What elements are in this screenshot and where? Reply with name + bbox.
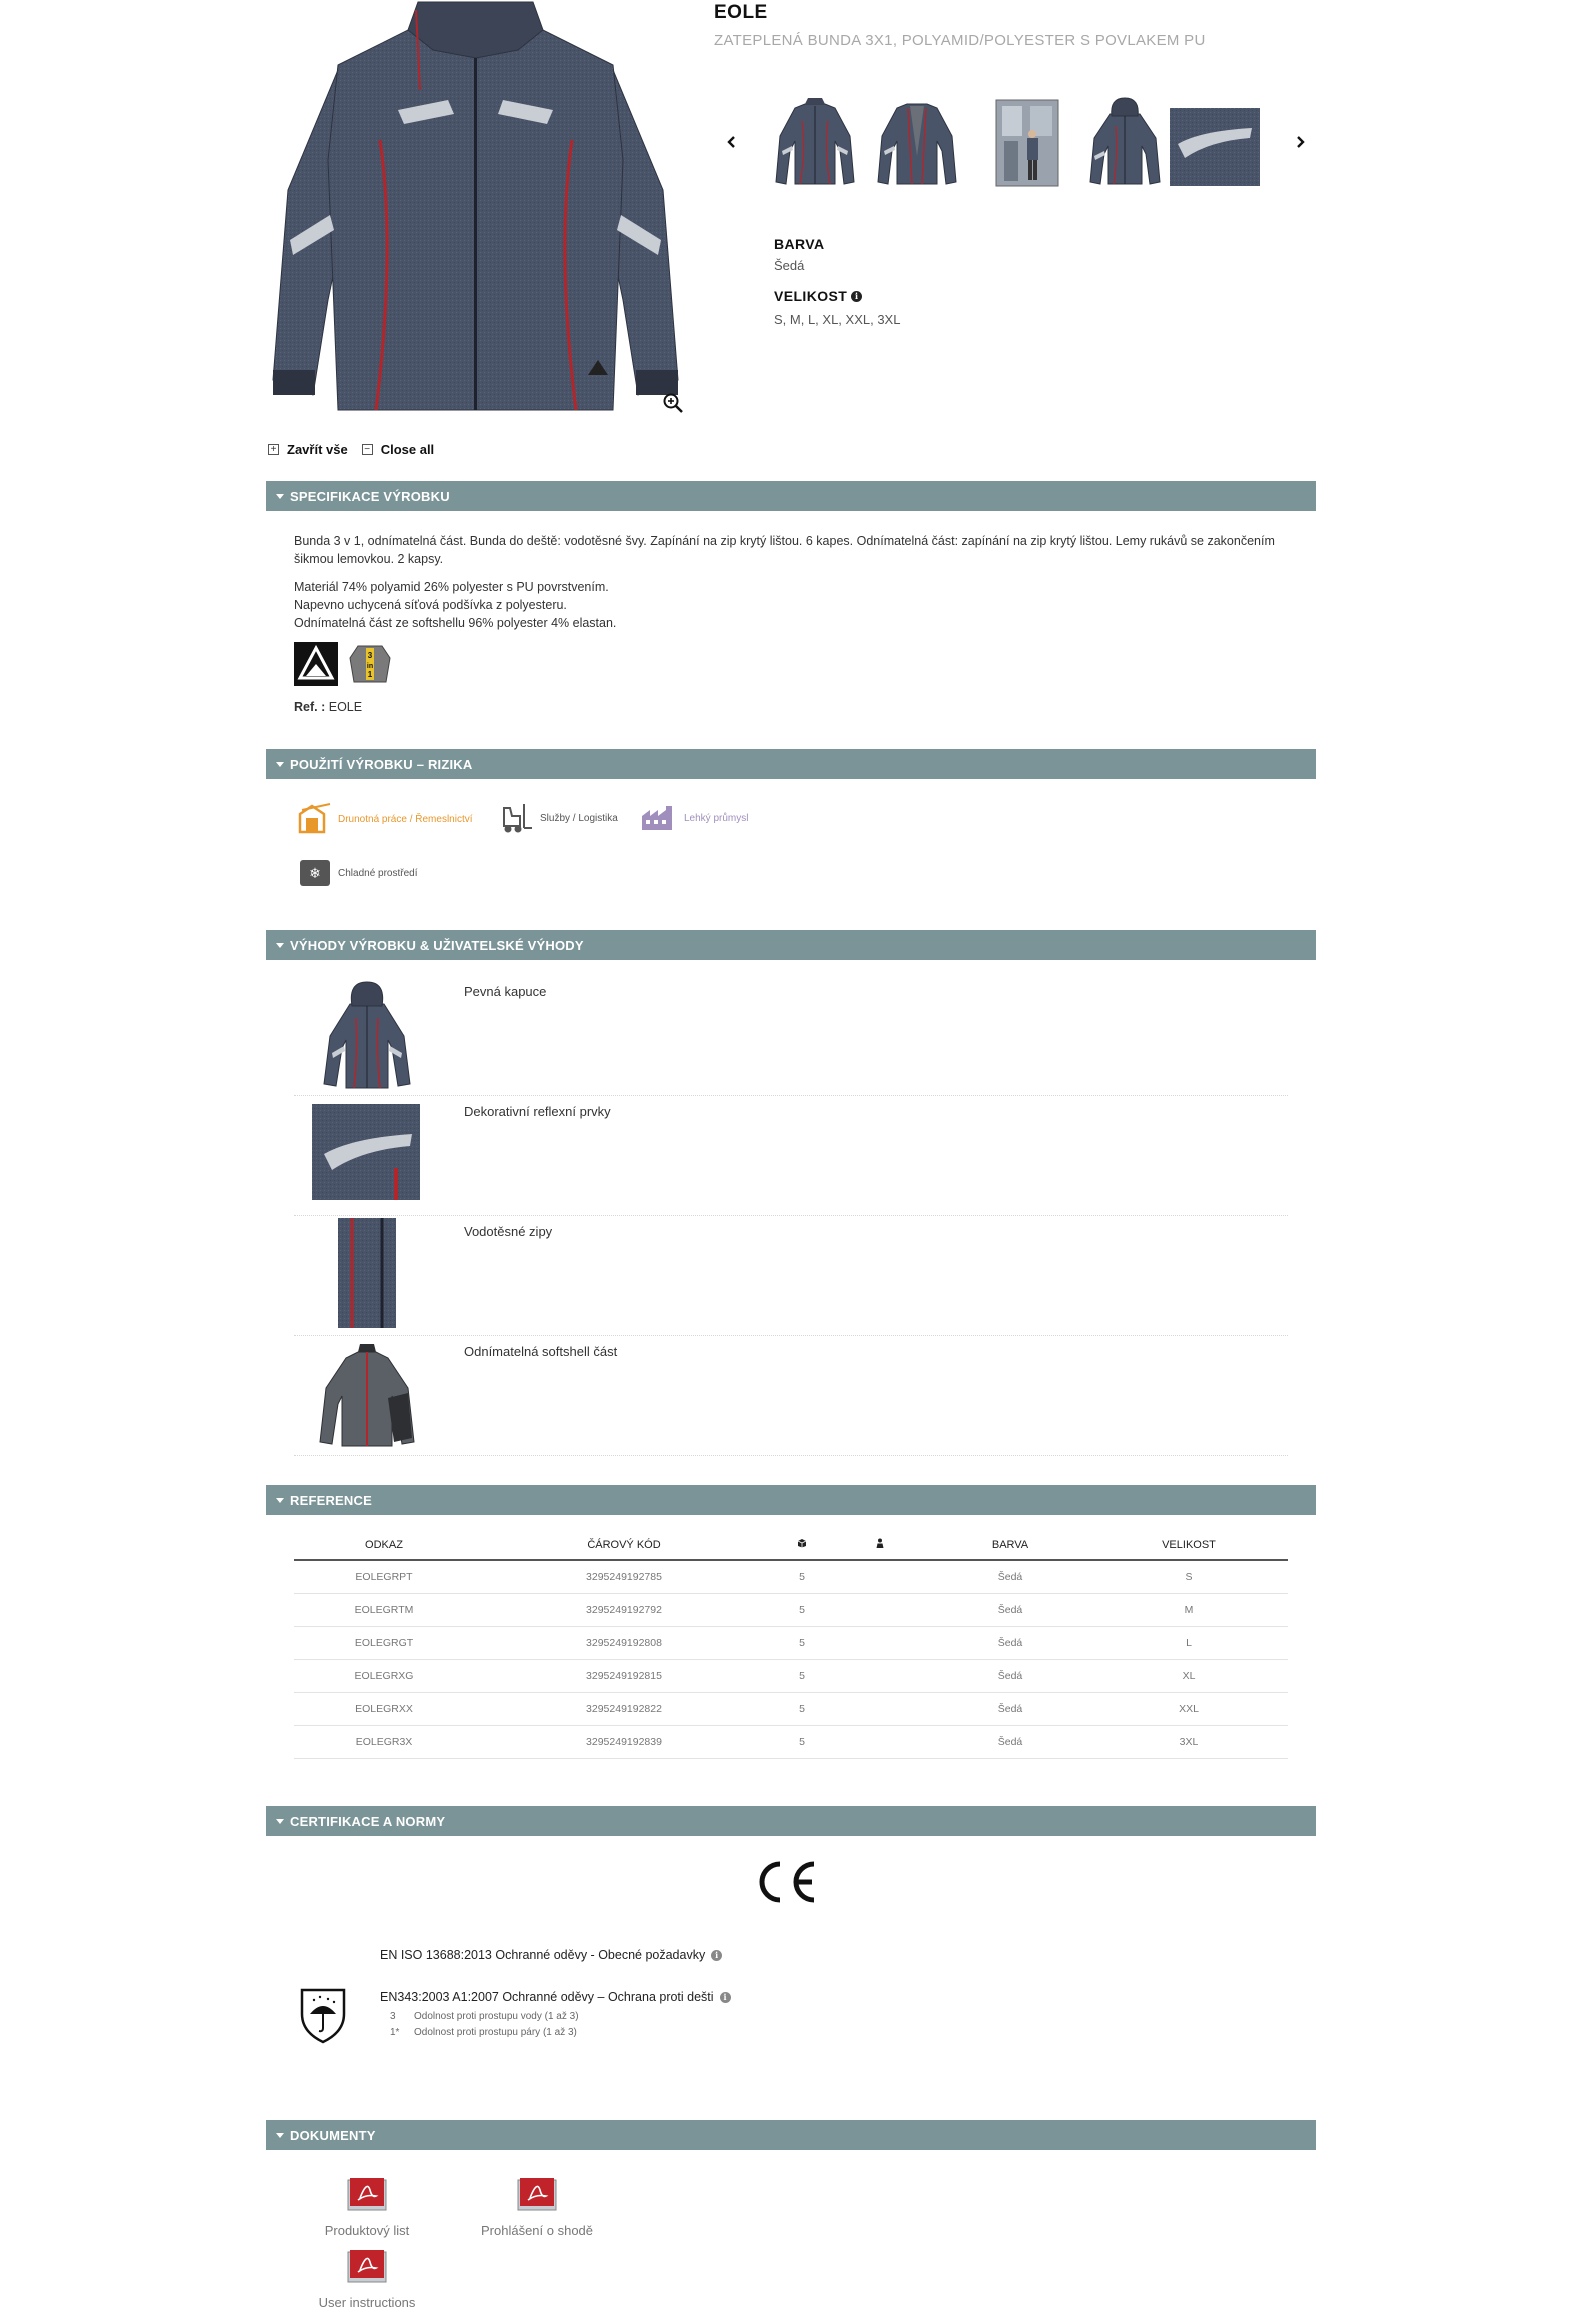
- section-header-advantages[interactable]: [266, 930, 1316, 960]
- col-header-color: BARVA: [930, 1530, 1090, 1560]
- color-label: BARVA: [774, 236, 825, 252]
- spec-material-1: Materiál 74% polyamid 26% polyester s PU povrstvením.: [294, 580, 609, 594]
- advantage-row: [294, 1216, 1288, 1336]
- forklift-icon: [498, 802, 534, 834]
- size-label: VELIKOST: [774, 288, 848, 304]
- pdf-icon: [346, 2248, 388, 2284]
- info-icon[interactable]: i: [720, 1992, 731, 2003]
- cell-color: Šedá: [930, 1593, 1090, 1626]
- product-main-image[interactable]: [268, 0, 683, 420]
- advantage-row: [294, 1096, 1288, 1216]
- document-user-instructions[interactable]: [292, 2248, 442, 2310]
- col-header-person: [830, 1530, 930, 1560]
- size-value: S, M, L, XL, XXL, 3XL: [774, 312, 901, 327]
- pdf-icon: [346, 2176, 388, 2212]
- section-title: POUŽITÍ VÝROBKU – RIZIKA: [290, 756, 473, 772]
- cell-size: XXL: [1090, 1692, 1288, 1725]
- svg-text:3: 3: [367, 651, 373, 660]
- cell-barcode: 3295249192822: [474, 1692, 774, 1725]
- cell-barcode: 3295249192792: [474, 1593, 774, 1626]
- cell-person: [830, 1725, 930, 1758]
- cell-box-qty: 5: [774, 1725, 830, 1758]
- svg-text:1: 1: [367, 670, 373, 679]
- rain-protection-shield-icon: [298, 1986, 348, 2044]
- cell-color: Šedá: [930, 1560, 1090, 1593]
- caret-down-icon: [276, 1819, 284, 1824]
- cell-size: L: [1090, 1626, 1288, 1659]
- section-title: DOKUMENTY: [290, 2127, 376, 2143]
- cell-reference: EOLEGR3X: [294, 1725, 474, 1758]
- usage-item-construction: [296, 802, 473, 836]
- advantage-row: [294, 976, 1288, 1096]
- ref-value: EOLE: [328, 700, 363, 714]
- carousel-prev-button[interactable]: [718, 128, 746, 156]
- info-icon[interactable]: i: [711, 1950, 722, 1961]
- cell-box-qty: 5: [774, 1560, 830, 1593]
- spec-material-2: Napevno uchycená síťová podšívka z polyesteru.: [294, 598, 567, 612]
- norm-sub-value: 1*: [390, 2027, 400, 2038]
- usage-item-industry: [640, 804, 748, 832]
- reference-table: [294, 1530, 1288, 1759]
- advantage-label: Pevná kapuce: [464, 984, 547, 999]
- expand-all-link[interactable]: Zavřít vše: [287, 442, 348, 457]
- factory-icon: [640, 804, 678, 832]
- cell-box-qty: 5: [774, 1593, 830, 1626]
- chevron-left-icon: [725, 135, 739, 149]
- document-label: Prohlášení o shodě: [480, 2223, 594, 2238]
- norm-sub-label: Odolnost proti prostupu páry (1 až 3): [414, 2027, 577, 2038]
- carousel-next-button[interactable]: [1286, 128, 1314, 156]
- usage-label: Lehký průmysl: [684, 812, 749, 824]
- cell-barcode: 3295249192815: [474, 1659, 774, 1692]
- norm-sub-2: [390, 2027, 577, 2038]
- cell-box-qty: 5: [774, 1659, 830, 1692]
- caret-down-icon: [276, 762, 284, 767]
- document-label: User instructions: [318, 2295, 416, 2310]
- col-header-reference: ODKAZ: [294, 1530, 474, 1560]
- cell-box-qty: 5: [774, 1626, 830, 1659]
- cell-reference: EOLEGRPT: [294, 1560, 474, 1593]
- norm-1-text: EN ISO 13688:2013 Ochranné oděvy - Obecné požadavky: [380, 1948, 706, 1962]
- section-header-usage[interactable]: [266, 749, 1316, 779]
- thumbnail-worker-scene[interactable]: [982, 96, 1072, 188]
- norm-sub-value: 3: [390, 2011, 396, 2022]
- table-row: [294, 1593, 1288, 1626]
- advantage-label: Vodotěsné zipy: [464, 1224, 553, 1239]
- collapse-icon: −: [362, 444, 373, 455]
- table-row: [294, 1626, 1288, 1659]
- chevron-right-icon: [1293, 135, 1307, 149]
- advantage-row: [294, 1336, 1288, 1456]
- document-product-sheet[interactable]: [292, 2176, 442, 2238]
- cell-person: [830, 1593, 930, 1626]
- section-title: REFERENCE: [290, 1492, 372, 1508]
- cell-color: Šedá: [930, 1692, 1090, 1725]
- document-label: Produktový list: [324, 2223, 410, 2238]
- box-icon: [797, 1538, 807, 1548]
- cell-person: [830, 1626, 930, 1659]
- cell-person: [830, 1659, 930, 1692]
- advantage-image-hood: [312, 978, 422, 1090]
- cell-color: Šedá: [930, 1725, 1090, 1758]
- table-row: [294, 1560, 1288, 1593]
- table-row: [294, 1659, 1288, 1692]
- norm-2-text: EN343:2003 A1:2007 Ochranné oděvy – Ochrana proti dešti: [380, 1990, 714, 2004]
- cell-person: [830, 1692, 930, 1725]
- norm-line-2: [380, 1990, 731, 2004]
- person-icon: [875, 1538, 885, 1548]
- section-header-spec[interactable]: [266, 481, 1316, 511]
- cell-barcode: 3295249192839: [474, 1725, 774, 1758]
- advantage-image-softshell: [312, 1338, 422, 1450]
- caret-down-icon: [276, 494, 284, 499]
- table-row: [294, 1725, 1288, 1758]
- usage-label: Drunotná práce / Řemeslnictví: [338, 813, 473, 825]
- thumbnail-jacket-open[interactable]: [872, 96, 962, 188]
- norm-sub-1: [390, 2011, 579, 2022]
- cell-barcode: 3295249192808: [474, 1626, 774, 1659]
- caret-down-icon: [276, 943, 284, 948]
- three-in-one-icon: [346, 642, 394, 686]
- section-header-documents[interactable]: [266, 2120, 1316, 2150]
- cell-size: 3XL: [1090, 1725, 1288, 1758]
- cell-reference: EOLEGRGT: [294, 1626, 474, 1659]
- spec-description: Bunda 3 v 1, odnímatelná část. Bunda do deště: vodotěsné švy. Zapínání na zip krytý lištou. 6 kapes. Odnímatelná část: zapínání na zip krytý lištou. Lemy rukávů se zakončením šikmou lemovkou. 2 kapsy.: [294, 534, 1275, 566]
- cell-barcode: 3295249192785: [474, 1560, 774, 1593]
- usage-label: Služby / Logistika: [540, 812, 618, 824]
- info-icon[interactable]: i: [851, 291, 862, 302]
- ref-label: Ref. :: [294, 700, 326, 714]
- usage-label: Chladné prostředí: [338, 867, 418, 879]
- caret-down-icon: [276, 2133, 284, 2138]
- svg-text:in: in: [366, 663, 374, 670]
- norm-sub-label: Odolnost proti prostupu vody (1 až 3): [414, 2011, 579, 2022]
- section-header-reference[interactable]: [266, 1485, 1316, 1515]
- zoom-in-icon[interactable]: [662, 392, 684, 414]
- norm-line-1: [380, 1948, 722, 1962]
- cell-person: [830, 1560, 930, 1593]
- usage-item-cold: [298, 858, 418, 888]
- table-header-row: [294, 1530, 1288, 1560]
- document-declaration[interactable]: [462, 2176, 612, 2238]
- svg-text:❄: ❄: [309, 866, 321, 882]
- construction-icon: [296, 802, 332, 836]
- color-value: Šedá: [774, 258, 805, 273]
- ce-mark-icon: [752, 1858, 820, 1906]
- table-row: [294, 1692, 1288, 1725]
- cell-reference: EOLEGRTM: [294, 1593, 474, 1626]
- cold-icon: [298, 858, 332, 888]
- spec-material-3: Odnímatelná část ze softshellu 96% polyester 4% elastan.: [294, 616, 617, 630]
- cell-box-qty: 5: [774, 1692, 830, 1725]
- thumbnail-jacket-front[interactable]: [770, 96, 860, 188]
- usage-item-logistics: [498, 802, 618, 834]
- cell-size: M: [1090, 1593, 1288, 1626]
- cell-color: Šedá: [930, 1626, 1090, 1659]
- col-header-size: VELIKOST: [1090, 1530, 1288, 1560]
- advantage-label: Dekorativní reflexní prvky: [464, 1104, 611, 1119]
- cell-size: XL: [1090, 1659, 1288, 1692]
- product-title: EOLE: [714, 2, 768, 23]
- advantage-image-zips: [312, 1218, 422, 1330]
- section-header-certification[interactable]: [266, 1806, 1316, 1836]
- advantage-label: Odnímatelná softshell část: [464, 1344, 618, 1359]
- col-header-box: [774, 1530, 830, 1560]
- advantage-image-reflective: [312, 1098, 422, 1210]
- expand-icon: +: [268, 444, 279, 455]
- section-title: VÝHODY VÝROBKU & UŽIVATELSKÉ VÝHODY: [290, 937, 584, 953]
- cell-size: S: [1090, 1560, 1288, 1593]
- thumbnail-reflective-detail[interactable]: [1170, 96, 1260, 188]
- size-label-row: [774, 288, 862, 304]
- cell-reference: EOLEGRXX: [294, 1692, 474, 1725]
- col-header-barcode: ČÁROVÝ KÓD: [474, 1530, 774, 1560]
- section-title: SPECIFIKACE VÝROBKU: [290, 488, 450, 504]
- caret-down-icon: [276, 1498, 284, 1503]
- pdf-icon: [516, 2176, 558, 2212]
- brand-delta-icon: [294, 642, 338, 686]
- section-title: CERTIFIKACE A NORMY: [290, 1813, 446, 1829]
- ref-line: [294, 700, 362, 714]
- cell-reference: EOLEGRXG: [294, 1659, 474, 1692]
- thumbnail-jacket-hood[interactable]: [1080, 96, 1170, 188]
- section-toggles: [268, 442, 434, 457]
- collapse-all-link[interactable]: Close all: [380, 442, 435, 457]
- cell-color: Šedá: [930, 1659, 1090, 1692]
- product-subtitle: ZATEPLENÁ BUNDA 3X1, POLYAMID/POLYESTER S POVLAKEM PU: [714, 32, 1206, 49]
